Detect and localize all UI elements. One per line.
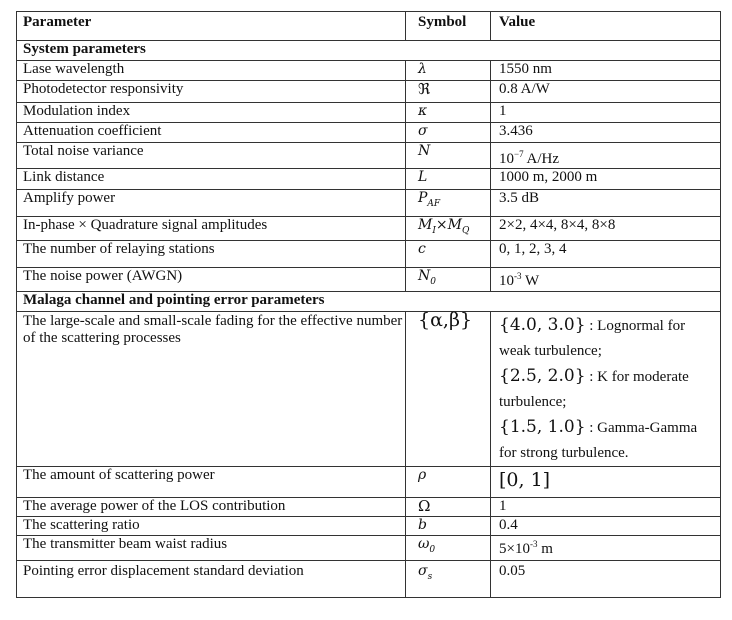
param-cell: The amount of scattering power — [17, 467, 406, 498]
fading-line: weak turbulence; — [499, 343, 602, 359]
section-row-system — [17, 41, 721, 61]
symbol-cell: Ω — [406, 498, 491, 517]
table-row — [17, 312, 721, 467]
param-cell: In-phase × Quadrature signal amplitudes — [17, 217, 406, 241]
symbol-cell: $N_0$ — [406, 268, 491, 292]
value-cell: 1 — [491, 498, 721, 517]
fading-line: {1.5, 1.0} : Gamma-Gamma — [499, 417, 698, 437]
table-row — [17, 536, 721, 561]
table-row — [17, 81, 721, 103]
symbol-cell: $M_I\times M_Q$ — [406, 217, 491, 241]
header-symbol: Symbol — [406, 12, 491, 41]
value-cell: 3.5 dB — [491, 190, 721, 217]
table-row — [17, 217, 721, 241]
param-cell: Photodetector responsivity — [17, 81, 406, 103]
param-cell: Modulation index — [17, 103, 406, 123]
table-row — [17, 467, 721, 498]
value-cell — [491, 312, 721, 467]
symbol-cell: $\omega_0$ — [406, 536, 491, 561]
section-title-malaga: Malaga channel and pointing error parameters — [17, 292, 721, 312]
fading-line: {2.5, 2.0} : K for moderate — [499, 366, 689, 386]
value-cell: $10^{-3}$ W — [491, 268, 721, 292]
value-cell: [0, 1] — [491, 467, 721, 498]
symbol-cell: $\sigma_s$ — [406, 561, 491, 598]
symbol-cell: b — [406, 517, 491, 536]
param-cell: Lase wavelength — [17, 61, 406, 81]
value-cell: 0.8 A/W — [491, 81, 721, 103]
parameters-table — [16, 11, 721, 598]
param-cell: The scattering ratio — [17, 517, 406, 536]
value-cell: $5\times 10^{-3}$ m — [491, 536, 721, 561]
value-cell: 0, 1, 2, 3, 4 — [491, 241, 721, 268]
section-row-malaga — [17, 292, 721, 312]
param-cell: Pointing error displacement standard deviation — [17, 561, 406, 598]
fading-line: turbulence; — [499, 394, 567, 410]
symbol-cell: L — [406, 169, 491, 190]
header-value: Value — [491, 12, 721, 41]
value-cell: 1550 nm — [491, 61, 721, 81]
param-cell: The average power of the LOS contribution — [17, 498, 406, 517]
param-cell: The number of relaying stations — [17, 241, 406, 268]
table-header-row — [17, 12, 721, 41]
table-row — [17, 143, 721, 169]
fading-line: {4.0, 3.0} : Lognormal for — [499, 315, 686, 335]
param-cell: The noise power (AWGN) — [17, 268, 406, 292]
symbol-cell: ρ — [406, 467, 491, 498]
table-row — [17, 103, 721, 123]
symbol-cell: σ — [406, 123, 491, 143]
fading-line: for strong turbulence. — [499, 445, 629, 461]
table-row — [17, 268, 721, 292]
table-row — [17, 123, 721, 143]
table-row — [17, 169, 721, 190]
param-cell: The large-scale and small-scale fading for the effective number of the scattering processes — [17, 312, 406, 467]
value-cell: 2×2, 4×4, 8×4, 8×8 — [491, 217, 721, 241]
table-row — [17, 517, 721, 536]
symbol-cell: ℜ — [406, 81, 491, 103]
param-cell: Amplify power — [17, 190, 406, 217]
table-row — [17, 190, 721, 217]
symbol-cell: c — [406, 241, 491, 268]
param-cell: Total noise variance — [17, 143, 406, 169]
symbol-cell: N — [406, 143, 491, 169]
table-row — [17, 241, 721, 268]
symbol-cell: {α,β} — [406, 312, 491, 467]
section-title-system: System parameters — [17, 41, 721, 61]
table-row — [17, 61, 721, 81]
value-cell: 0.05 — [491, 561, 721, 598]
value-cell: 1000 m, 2000 m — [491, 169, 721, 190]
value-cell: 0.4 — [491, 517, 721, 536]
symbol-cell: λ — [406, 61, 491, 81]
symbol-cell: $P_{AF}$ — [406, 190, 491, 217]
symbol-cell: κ — [406, 103, 491, 123]
table-row — [17, 561, 721, 598]
value-cell: 1 — [491, 103, 721, 123]
table-row — [17, 498, 721, 517]
param-cell: The transmitter beam waist radius — [17, 536, 406, 561]
value-cell: $10^{-7}$ A/Hz — [491, 143, 721, 169]
param-cell: Link distance — [17, 169, 406, 190]
value-cell: 3.436 — [491, 123, 721, 143]
param-cell: Attenuation coefficient — [17, 123, 406, 143]
header-parameter: Parameter — [17, 12, 406, 41]
